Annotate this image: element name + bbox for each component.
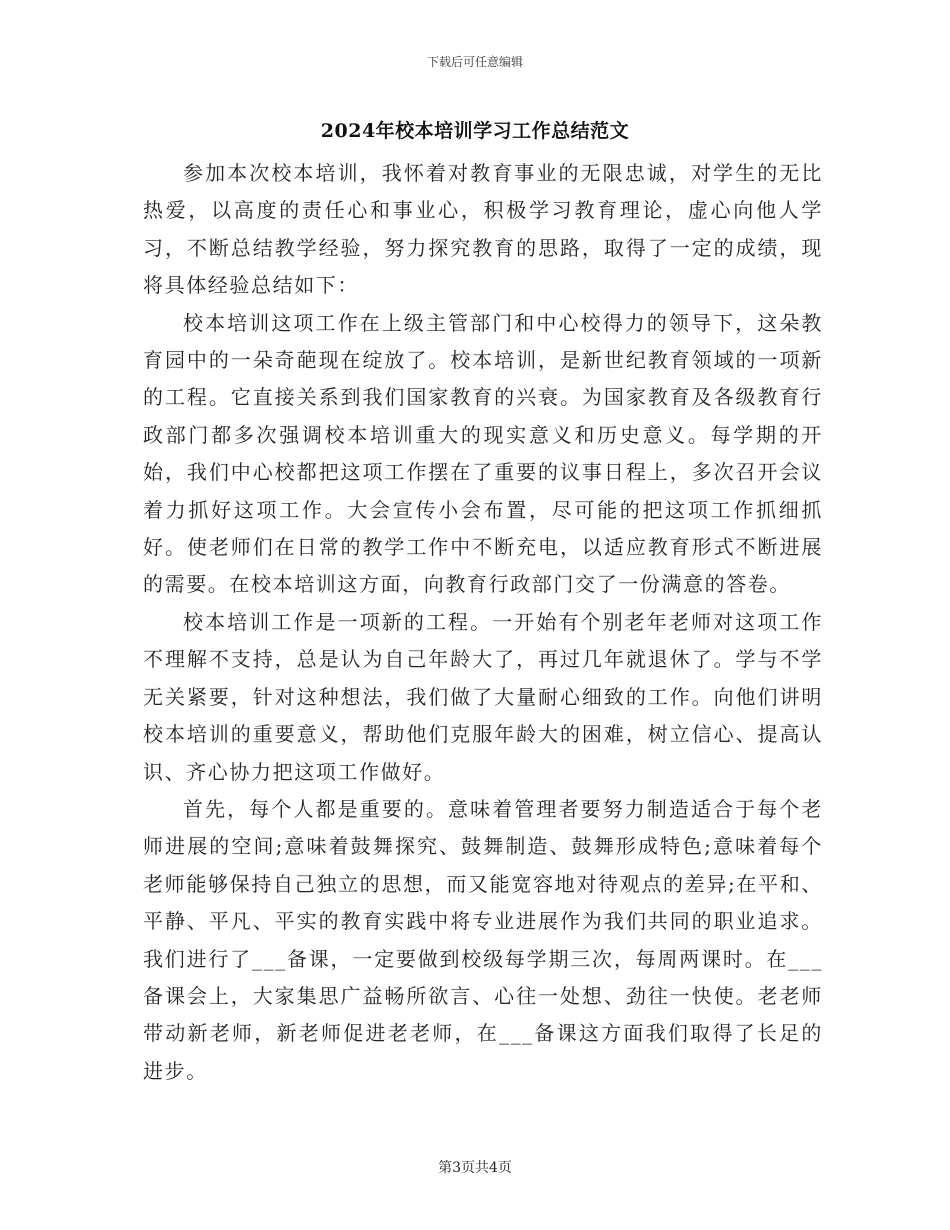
paragraph-school-training: 校本培训这项工作在上级主管部门和中心校得力的领导下，这朵教育园中的一朵奇葩现在绽放了。校本培训，是新世纪教育领域的一项新的工程。它直接关系到我们国家教育的兴衰。为国家教育及各级教育行政部门都多次强调校本培训重大的现实意义和历史意义。每学期的开始，我们中心校都把这项工作摆在了重要的议事日程上，多次召开会议着力抓好这项工作。大会宣传小会布置，尽可能的把这项工作抓细抓好。使老师们在日常的教学工作中不断充电，以适应教育形式不断进展的需要。在校本培训这方面，向教育行政部门交了一份满意的答卷。 xyxy=(143,310,823,597)
paragraph-intro: 参加本次校本培训，我怀着对教育事业的无限忠诚，对学生的无比热爱，以高度的责任心和事业心，积极学习教育理论，虚心向他人学习，不断总结教学经验，努力探究教育的思路，取得了一定的成绩，现将具体经验总结如下： xyxy=(143,161,823,298)
page-header-note: 下载后可任意编辑 xyxy=(426,55,523,69)
document-title: 2024年校本培训学习工作总结范文 xyxy=(320,120,630,142)
paragraph-everyone-important: 首先，每个人都是重要的。意味着管理者要努力制造适合于每个老师进展的空间;意味着鼓舞探究、鼓舞制造、鼓舞形成特色;意味着每个老师能够保持自己独立的思想，而又能宽容地对待观点的差异;在平和、平静、平凡、平实的教育实践中将专业进展作为我们共同的职业追求。我们进行了___备课，一定要做到校级每学期三次，每周两课时。在___备课会上，大家集思广益畅所欲言、心往一处想、劲往一快使。老老师带动新老师，新老师促进老老师，在___备课这方面我们取得了长足的进步。 xyxy=(143,796,823,1083)
document-body xyxy=(143,155,823,1090)
page-footer-number: 第3页共4页 xyxy=(438,1160,512,1176)
paragraph-new-project: 校本培训工作是一项新的工程。一开始有个别老年老师对这项工作不理解不支持，总是认为自己年龄大了，再过几年就退休了。学与不学无关紧要，针对这种想法，我们做了大量耐心细致的工作。向他们讲明校本培训的重要意义，帮助他们克服年龄大的困难，树立信心、提高认识、齐心协力把这项工作做好。 xyxy=(143,609,823,784)
